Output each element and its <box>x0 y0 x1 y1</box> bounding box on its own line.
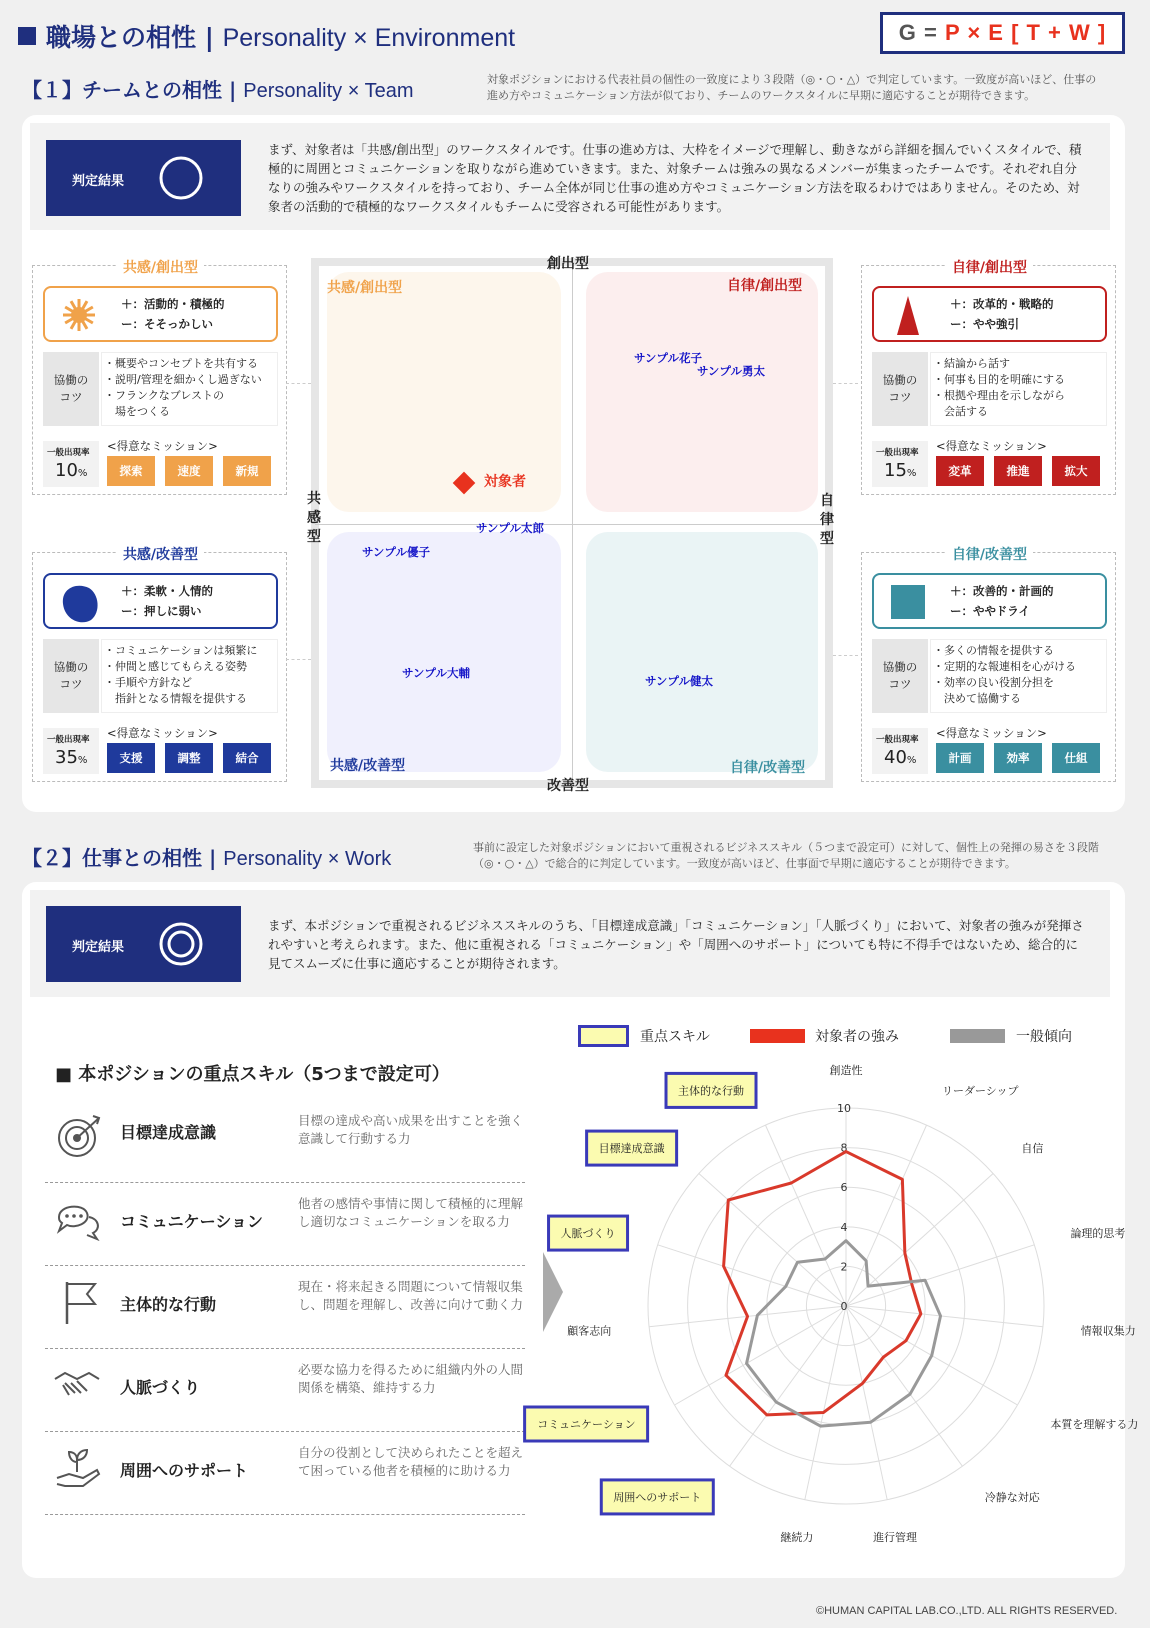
radar-axis-label: 自信 <box>1021 1142 1044 1156</box>
copyright-footer: ©HUMAN CAPITAL LAB.CO.,LTD. ALL RIGHTS RESERVED. <box>816 1605 1118 1617</box>
section1-heading-en: Personality × Team <box>243 80 414 102</box>
skills-heading: ■ 本ポジションの重点スキル（5つまで設定可） <box>55 1064 450 1085</box>
trait-box <box>43 573 278 629</box>
rate-unit: % <box>906 468 917 479</box>
axis-right-label: 自 律 型 <box>820 493 834 547</box>
radar-tick-label: 6 <box>840 1181 848 1195</box>
mission-tag: 計画 <box>936 743 984 773</box>
missions-label: <得意なミッション> <box>107 726 218 740</box>
title-jp: 職場との相性 | <box>46 23 214 52</box>
quadrant-label: 自律/改善型 <box>730 760 806 776</box>
rate-box <box>872 728 928 774</box>
formula-main: P × E [ T + W ] <box>944 20 1107 45</box>
handshake-icon <box>53 1361 103 1411</box>
sample-member: サンプル大輔 <box>402 666 470 680</box>
skill-desc: 現在・将来起きる問題について情報収集し、問題を理解し、改善に向けて動く力 <box>298 1279 524 1312</box>
sample-member: サンプル優子 <box>362 545 430 559</box>
type-card-title: 自律/改善型 <box>946 547 1033 563</box>
work-result-badge <box>46 906 241 982</box>
axis-left-label: 共 感 型 <box>307 491 321 545</box>
quadrant-label: 共感/創出型 <box>327 280 403 296</box>
legend-focus-swatch <box>578 1025 629 1047</box>
skill-desc: 目標の達成や高い成果を出すことを強く意識して行動する力 <box>298 1113 524 1146</box>
legend-general-label: 一般傾向 <box>1016 1029 1072 1045</box>
tips-text: ・コミュニケーションは頻繁に ・仲間と感じてもらえる姿勢 ・手順や方針など 指針となる情報を提供する <box>101 639 278 713</box>
page-title <box>18 18 515 54</box>
quadrant-autonomy-create <box>586 272 818 512</box>
type-card <box>861 260 1116 495</box>
matrix-h-axis <box>315 524 829 525</box>
section2-description: 事前に設定した対象ポジションにおいて重視されるビジネススキル（５つまで設定可）に対して、個性上の発揮の易さを３段階（◎・○・△）で総合的に判定しています。一致度が高いほど、仕事面で早期に適応することが期待できます。 <box>473 841 1099 870</box>
rate-value: 35 <box>55 747 78 768</box>
mission-tag: 推進 <box>994 456 1042 486</box>
type-card <box>32 260 287 495</box>
section1-heading-jp: 【１】チームとの相性 | <box>22 78 237 102</box>
radar-tick-label: 8 <box>840 1141 848 1155</box>
result-label: 判定結果 <box>72 174 125 189</box>
radar-axis-label: 周囲へのサポート <box>613 1490 702 1504</box>
mission-tag: 仕組 <box>1052 743 1100 773</box>
skill-radar-chart <box>537 1055 1139 1565</box>
radar-axis-label: リーダーシップ <box>941 1084 1019 1098</box>
sample-member: サンプル太郎 <box>476 521 544 535</box>
sun-icon <box>57 293 101 337</box>
skill-row <box>45 1100 525 1183</box>
formula-box <box>880 12 1125 54</box>
rate-box <box>43 441 99 487</box>
circle-mark-icon <box>156 153 206 203</box>
trait-plus: ＋：柔軟・人情的 <box>121 584 213 598</box>
quadrant-empathy-improve <box>327 532 561 772</box>
tips-label: 協働の コツ <box>43 352 99 426</box>
tips-text: ・多くの情報を提供する ・定期的な報連相を心がける ・効率の良い役割分担を 決めて協働する <box>930 639 1107 713</box>
mission-tag: 変革 <box>936 456 984 486</box>
radar-tick-label: 4 <box>840 1220 848 1234</box>
quadrant-label: 自律/創出型 <box>727 278 803 294</box>
mission-tag: 調整 <box>165 743 213 773</box>
target-icon <box>53 1112 103 1162</box>
radar-axis-label: 冷静な対応 <box>984 1490 1040 1504</box>
connector-line <box>833 383 858 384</box>
skill-desc: 必要な協力を得るために組織内外の人間関係を構築、維持する力 <box>298 1362 524 1395</box>
section1-description: 対象ポジションにおける代表社員の個性の一致度により３段階（◎・○・△）で判定しています。一致度が高いほど、仕事の進め方やコミュニケーション方法が似ており、チームのワークスタイルに早期に適応することが期待できます。 <box>487 73 1097 102</box>
trait-box <box>43 286 278 342</box>
type-card-title: 共感/改善型 <box>117 547 204 563</box>
trait-box <box>872 573 1107 629</box>
skill-row <box>45 1183 525 1266</box>
section2-heading <box>22 842 391 871</box>
rate-value: 40 <box>884 747 907 768</box>
radar-axis-label: 本質を理解する力 <box>1050 1418 1139 1431</box>
tips-label: 協働の コツ <box>872 639 928 713</box>
quadrant-label: 共感/改善型 <box>330 758 406 774</box>
rate-label: 一般出現率 <box>47 735 90 745</box>
rate-box <box>872 441 928 487</box>
radar-axis-label: 論理的思考 <box>1070 1227 1126 1241</box>
team-result-badge <box>46 140 241 216</box>
legend-general-swatch <box>950 1029 1005 1043</box>
skill-name: 周囲へのサポート <box>120 1461 249 1480</box>
skill-desc: 自分の役割として決められたことを超えて困っている他者を積極的に助ける力 <box>298 1445 524 1478</box>
work-result-text: まず、本ポジションで重視されるビジネススキルのうち、「目標達成意識」「コミュニケーション」「人脈づくり」において、対象者の強みが発揮されやすいと考えられます。また、他に重視される「コミュニケーション」や「周囲へのサポート」についても特に不得手ではないため、総合的に見てスムーズに仕事に適応することが期待されます。 <box>268 918 1084 971</box>
target-diamond-icon <box>450 469 478 497</box>
triangle-icon <box>886 293 930 337</box>
radar-spoke <box>765 1125 846 1306</box>
radar-axis-label: 情報収集力 <box>1080 1324 1136 1338</box>
skill-row <box>45 1432 525 1515</box>
title-en: Personality × Environment <box>222 24 516 52</box>
matrix-v-axis <box>572 262 573 784</box>
type-card <box>861 547 1116 782</box>
trait-box <box>872 286 1107 342</box>
rate-value: 15 <box>884 460 907 481</box>
tips-label: 協働の コツ <box>43 639 99 713</box>
missions-label: <得意なミッション> <box>936 439 1047 453</box>
trait-plus: ＋：改革的・戦略的 <box>950 297 1054 311</box>
support-icon <box>53 1444 103 1494</box>
mission-tag: 効率 <box>994 743 1042 773</box>
radar-spoke <box>699 1174 846 1306</box>
connector-line <box>286 383 311 384</box>
skill-row <box>45 1266 525 1349</box>
skill-name: 人脈づくり <box>120 1378 201 1397</box>
tips-label: 協働の コツ <box>872 352 928 426</box>
radar-axis-label: 進行管理 <box>873 1530 918 1544</box>
radar-axis-label: 主体的な行動 <box>678 1084 745 1098</box>
section1-heading <box>22 74 414 103</box>
trait-minus: ー：そそっかしい <box>121 317 213 331</box>
missions-label: <得意なミッション> <box>936 726 1047 740</box>
type-card-title: 共感/創出型 <box>117 260 204 276</box>
target-label: 対象者 <box>484 474 526 490</box>
radar-axis-label: コミュニケーション <box>537 1418 636 1431</box>
sample-member: サンプル健太 <box>645 674 713 688</box>
result-label: 判定結果 <box>72 940 125 955</box>
radar-axis-label: 顧客志向 <box>567 1324 612 1338</box>
rate-label: 一般出現率 <box>47 448 90 458</box>
trait-minus: ー：やや強引 <box>950 317 1019 331</box>
radar-axis-label: 創造性 <box>829 1064 863 1077</box>
connector-line <box>833 655 858 656</box>
blob-icon <box>57 580 101 624</box>
rate-unit: % <box>906 755 917 766</box>
trait-plus: ＋：改善的・計画的 <box>950 584 1054 598</box>
rate-box <box>43 728 99 774</box>
skill-name: 主体的な行動 <box>120 1295 217 1314</box>
sample-member: サンプル花子 <box>634 351 702 365</box>
radar-spoke <box>846 1125 927 1306</box>
skill-name: コミュニケーション <box>120 1212 264 1231</box>
mission-tag: 結合 <box>223 743 271 773</box>
legend-focus-label: 重点スキル <box>640 1029 710 1045</box>
trait-plus: ＋：活動的・積極的 <box>121 297 225 311</box>
tips-text: ・結論から話す ・何事も目的を明確にする ・根拠や理由を示しながら 会話する <box>930 352 1107 426</box>
tips-text: ・概要やコンセプトを共有する ・説明/管理を細かくし過ぎない ・フランクなブレストの 場をつくる <box>101 352 278 426</box>
type-card <box>32 547 287 782</box>
formula-prefix: G = <box>898 20 945 45</box>
radar-spoke <box>846 1245 1034 1306</box>
skill-row <box>45 1349 525 1432</box>
skill-desc: 他者の感情や事情に関して積極的に理解し適切なコミュニケーションを取る力 <box>298 1196 524 1229</box>
square-bullet-icon <box>18 27 36 45</box>
radar-spoke <box>658 1245 846 1306</box>
section2-heading-jp: 【２】仕事との相性 | <box>22 846 217 870</box>
axis-bottom-label: 改善型 <box>547 778 589 794</box>
connector-line <box>286 659 311 660</box>
rate-value: 10 <box>55 460 78 481</box>
rate-label: 一般出現率 <box>876 735 919 745</box>
mission-tag: 探索 <box>107 456 155 486</box>
chat-icon <box>53 1195 103 1245</box>
double-circle-mark-icon <box>156 919 206 969</box>
rate-unit: % <box>77 755 88 766</box>
quadrant-autonomy-improve <box>586 532 818 772</box>
mission-tag: 速度 <box>165 456 213 486</box>
radar-tick-label: 2 <box>840 1260 848 1274</box>
sample-member: サンプル勇太 <box>697 364 765 378</box>
square-icon <box>886 580 930 624</box>
axis-top-label: 創出型 <box>547 256 589 272</box>
type-card-title: 自律/創出型 <box>946 260 1033 276</box>
team-result-text: まず、対象者は「共感/創出型」のワークスタイルです。仕事の進め方は、大枠をイメージで理解し、動きながら詳細を掴んでいくスタイルで、積極的に周囲とコミュニケーションを取りながら進めていきます。また、対象チームは強みの異なるメンバーが集まったチームです。それぞれ自分なりの強みやワークスタイルを持っており、チーム全体が同じ仕事の進め方やコミュニケーション方法を取るわけではありません。そのため、対象者の活動的で積極的なワークスタイルもチームに受容される可能性があります。 <box>268 142 1082 214</box>
missions-label: <得意なミッション> <box>107 439 218 453</box>
legend-strength-swatch <box>750 1029 805 1043</box>
mission-tag: 支援 <box>107 743 155 773</box>
radar-axis-label: 人脈づくり <box>560 1227 616 1241</box>
rate-unit: % <box>77 468 88 479</box>
radar-axis-label: 目標達成意識 <box>598 1142 665 1156</box>
section2-heading-en: Personality × Work <box>223 848 392 870</box>
mission-tag: 拡大 <box>1052 456 1100 486</box>
radar-axis-label: 継続力 <box>780 1530 814 1544</box>
skill-name: 目標達成意識 <box>120 1123 217 1142</box>
rate-label: 一般出現率 <box>876 448 919 458</box>
radar-tick-label: 10 <box>837 1102 851 1115</box>
flag-icon <box>53 1278 103 1328</box>
radar-tick-label: 0 <box>840 1300 848 1313</box>
trait-minus: ー：押しに弱い <box>121 604 202 618</box>
mission-tag: 新規 <box>223 456 271 486</box>
trait-minus: ー：ややドライ <box>950 604 1030 618</box>
legend-strength-label: 対象者の強み <box>815 1029 899 1045</box>
